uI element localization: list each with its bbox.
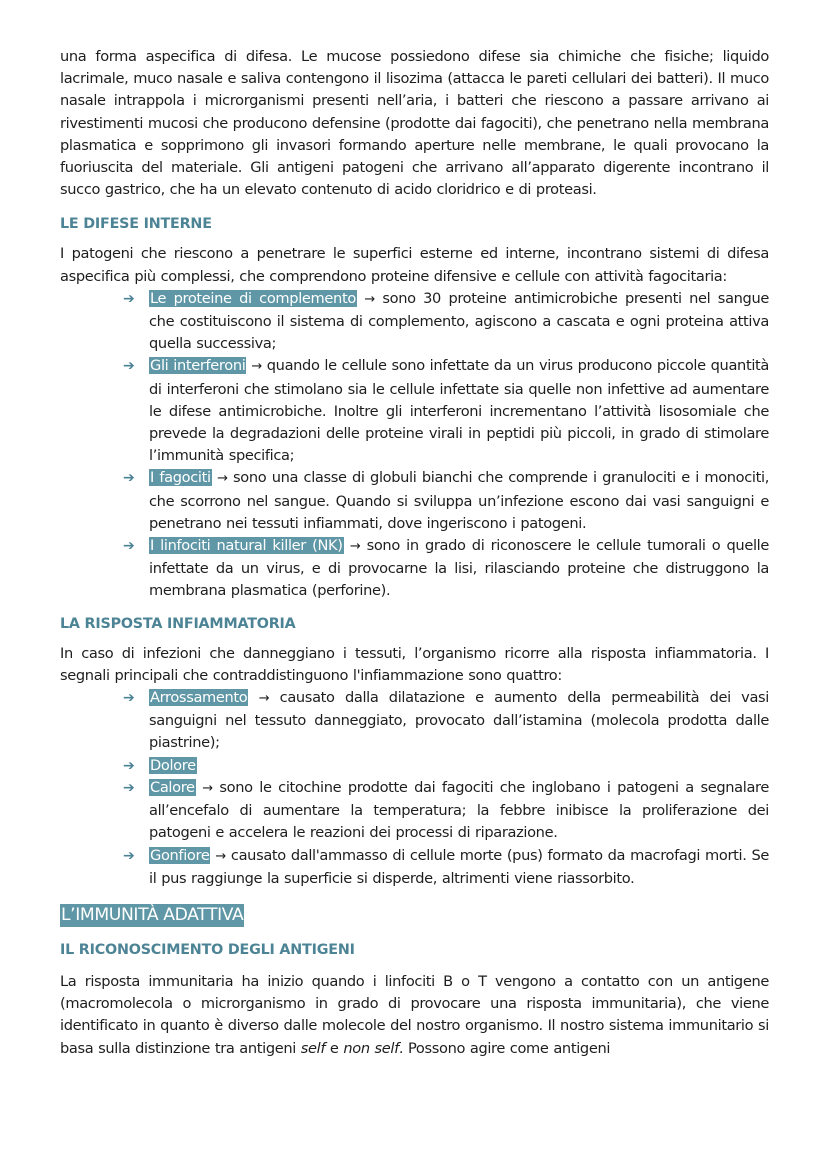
arrow-bullet-icon: ➔ [123, 358, 135, 375]
item-text: sono 30 proteine antimicrobiche presenti nel sangue che costituiscono il sistema di complemento, agiscono a cascata e ogni proteina attiva quella successiva; [149, 289, 769, 353]
arrow-bullet-icon: ➔ [123, 290, 135, 307]
list-item-heat [123, 777, 770, 845]
paragraph-text: La risposta immunitaria ha inizio quando i linfociti B o T vengono a contatto con un antigene (macromolecola o microrganismo in grado di provocare una risposta immunitaria), che viene identificato in quanto è diverso dalle molecole del nostro organismo. Il nostro sistema immunitario si basa sulla distinzione tra antigeni [60, 972, 769, 1057]
arrow-bullet-icon: ➔ [123, 847, 135, 864]
highlighted-term: Arrossamento [150, 689, 248, 707]
internal-defenses-list [60, 288, 769, 603]
right-arrow-icon: → [217, 471, 228, 487]
heading-inflammatory-response: LA RISPOSTA INFIAMMATORIA [60, 615, 296, 632]
italic-term-self: self [300, 1039, 326, 1057]
right-arrow-icon: → [364, 291, 375, 307]
heading-antigen-recognition: IL RICONOSCIMENTO DEGLI ANTIGENI [60, 941, 355, 958]
list-item-pain [123, 755, 769, 777]
inflammation-signs-list [60, 687, 769, 890]
list-item-nk-cells [123, 535, 770, 603]
arrow-bullet-icon: ➔ [123, 538, 135, 555]
heading-adaptive-immunity: L’IMMUNITÀ ADATTIVA [61, 904, 244, 925]
item-text: sono in grado di riconoscere le cellule tumorali o quelle infettate da un virus, e di provocarne la lisi, rilasciando proteine che distruggono la membrana plasmatica (perforine). [149, 537, 770, 600]
arrow-bullet-icon: ➔ [123, 779, 135, 796]
right-arrow-icon: → [215, 848, 226, 864]
list-item-redness [123, 687, 770, 755]
paragraph-text: . Possono agire come antigeni [398, 1039, 611, 1057]
paragraph-text: e [325, 1039, 344, 1057]
antigen-recognition-paragraph [60, 971, 769, 1060]
item-text: causato dalla dilatazione e aumento della permeabilità dei vasi sanguigni nel tessuto danneggiato, provocato dall’istamina (molecola prodotta dalle piastrine); [149, 689, 770, 752]
list-item-complement [123, 288, 769, 356]
highlighted-term: I fagociti [150, 469, 211, 487]
internal-defenses-paragraph: I patogeni che riescono a penetrare le superfici esterne ed interne, incontrano sistemi di difesa aspecifica più complessi, che comprendono proteine difensive e cellule con attività fagocitaria: [60, 245, 769, 285]
item-text: causato dall'ammasso di cellule morte (pus) formato da macrofagi morti. Se il pus raggiunge la superficie si disperde, altrimenti viene riassorbito. [149, 846, 769, 887]
highlighted-term: I linfociti natural killer (NK) [150, 537, 343, 555]
document-page [60, 46, 769, 1060]
highlighted-term: Calore [150, 778, 195, 796]
item-text: sono una classe di globuli bianchi che comprende i granulociti e i monociti, che scorrono nel sangue. Quando si sviluppa un’infezione escono dai vasi sanguigni e penetrano nei tessuti infiammati, dove ingeriscono i patogeni. [149, 469, 770, 532]
highlighted-term: Gonfiore [150, 846, 210, 864]
arrow-bullet-icon: ➔ [123, 757, 135, 774]
highlighted-term: Le proteine di complemento [150, 289, 356, 307]
inflammatory-paragraph: In caso di infezioni che danneggiano i tessuti, l’organismo ricorre alla risposta infiammatoria. I segnali principali che contraddistinguono l'infiammazione sono quattro: [60, 644, 769, 684]
major-heading-wrapper [60, 904, 769, 927]
italic-term-non-self: non self [343, 1039, 399, 1057]
highlighted-term: Gli interferoni [150, 357, 246, 375]
right-arrow-icon: → [258, 691, 270, 707]
list-item-interferons [123, 355, 769, 467]
right-arrow-icon: → [202, 780, 213, 796]
highlighted-term: Dolore [150, 756, 196, 774]
list-item-phagocytes [123, 467, 770, 535]
right-arrow-icon: → [251, 359, 262, 375]
list-item-swelling [123, 845, 769, 890]
arrow-bullet-icon: ➔ [123, 470, 135, 487]
item-text: sono le citochine prodotte dai fagociti che inglobano i patogeni a segnalare all’encefalo di aumentare la temperatura; la febbre inibisce la proliferazione dei patogeni e accelera le reazioni dei processi di riparazione. [149, 778, 770, 842]
arrow-bullet-icon: ➔ [123, 690, 135, 707]
right-arrow-icon: → [349, 539, 361, 555]
item-text: quando le cellule sono infettate da un virus producono piccole quantità di interferoni che stimolano sia le cellule infettate sia quelle non infettive ad aumentare le difese antimicrobiche. Inoltre gli interferoni incrementano l’attività lisosomiale che prevede la degradazioni delle proteine virali in peptidi più piccoli, in grado di stimolare l’immunità specifica; [149, 357, 769, 465]
intro-paragraph: una forma aspecifica di difesa. Le mucose possiedono difese sia chimiche che fisiche; liquido lacrimale, muco nasale e saliva contengono il lisozima (attacca le pareti cellulari dei batteri). Il muco nasale intrappola i microrganismi presenti nell’aria, i batteri che riescono a passare arrivano ai rivestimenti mucosi che producono defensine (prodotte dai fagociti), che penetrano nella membrana plasmatica e sopprimono gli invasori formando aperture nelle membrane, le quali provocano la fuoriuscita del materiale. Gli antigeni patogeni che arrivano all’apparato digerente incontrano il succo gastrico, che ha un elevato contenuto di acido cloridrico e di proteasi. [60, 48, 769, 199]
heading-internal-defenses: LE DIFESE INTERNE [60, 216, 212, 233]
